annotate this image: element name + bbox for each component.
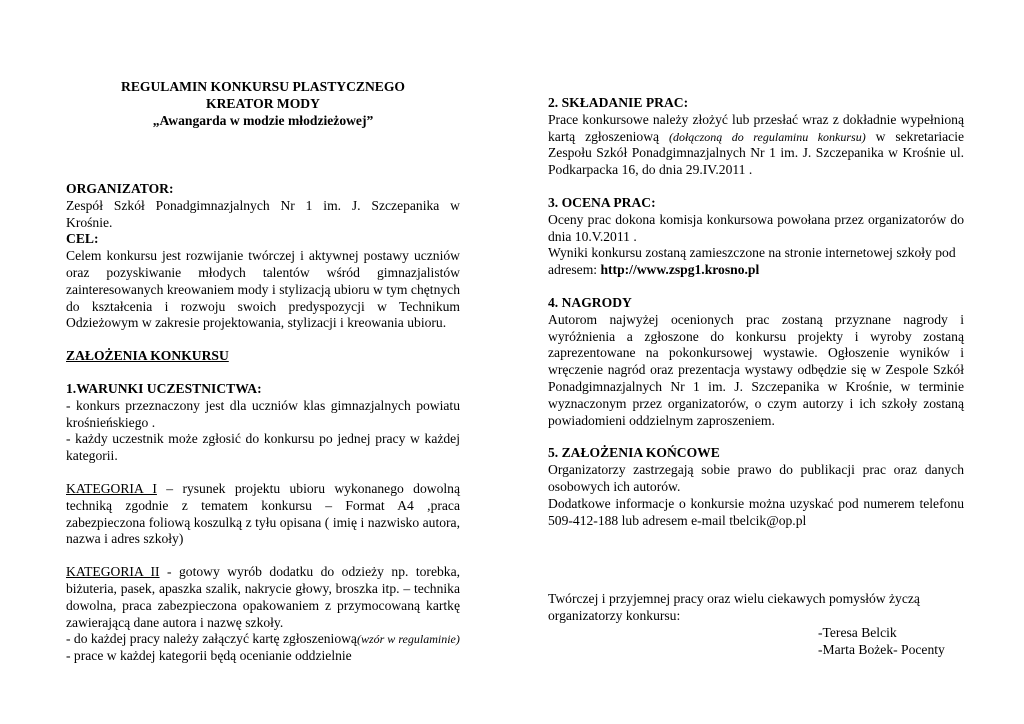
submission-text-b: w sekretariacie Zespołu Szkół Ponadgimnazjalnych Nr 1 im. J. Szczepanika w Krośnie ul. Podkarpacka 16, do dnia 29.IV.2011 .	[548, 128, 965, 178]
attach-form-text: - do każdej pracy należy załączyć kartę zgłoszeniową	[66, 631, 357, 647]
evaluation-text-1: Oceny prac dokona komisja konkursowa powołana przez organizatorów do dnia 10.V.2011 .	[548, 211, 964, 244]
evaluation-text-2: Wyniki konkursu zostaną zamieszczone na stronie internetowej szkoły pod adresem:	[548, 245, 956, 278]
evaluation-section	[548, 195, 964, 279]
closing-section	[548, 591, 964, 658]
awards-section	[548, 295, 964, 429]
final-text-1: Organizatorzy zastrzegają sobie prawo do publikacji prac oraz danych osobowych ich autorów.	[548, 462, 964, 494]
category-1-text: – rysunek projektu ubioru wykonanego dowolną techniką zgodnie z tematem konkursu – Format A4 ,praca zabezpieczona foliową koszulką z tyłu opisana ( imię i nazwisko autora, nazwa i adres szkoły)	[66, 480, 460, 547]
attach-form-note: (wzór w regulaminie)	[356, 632, 460, 647]
right-column	[548, 95, 964, 659]
category-2-section	[66, 564, 460, 665]
category-1-label: KATEGORIA I	[66, 480, 157, 496]
category-2-label: KATEGORIA II	[66, 564, 160, 580]
submission-note: (dołączoną do regulaminu konkursu)	[668, 129, 866, 144]
awards-text: Autorom najwyżej ocenionych prac zostaną przyznane nagrody i wyróżnienia a zgłoszone do konkursu projekty i wyroby zostaną zaprezentowane na pokonkursowej wystawie. Ogłoszenie wyników i wręczenie nagród oraz prezentacja wystawy odbędzie się w Zespole Szkół Ponadgimnazjalnych Nr 1 im. J. Szczepanika w Krośnie, w terminie wyznaczonym przez organizatorów, o czym autorzy i ich szkoły zostaną powiadomieni oddzielnym zaproszeniem.	[548, 311, 964, 428]
separate-evaluation-text: - prace w każdej kategorii będą ocenianie oddzielnie	[66, 648, 352, 664]
goal-text: Celem konkursu jest rozwijanie twórczej i aktywnej postawy uczniów oraz pozyskiwanie młodych talentów wśród gimnazjalistów zainteresowanych kreowaniem mody i stylizacją ubioru w tym chętnych do kształcenia i rozwoju swoich predyspozycji w Technikum Odzieżowym w zakresie projektowania, stylizacji i kreowania ubioru.	[66, 248, 460, 331]
conditions-item-1: - konkurs przeznaczony jest dla uczniów klas gimnazjalnych powiatu krośnieńskiego .	[66, 397, 460, 430]
assumptions-heading: ZAŁOŻENIA KONKURSU	[66, 348, 229, 364]
title-line-1: REGULAMIN KONKURSU PLASTYCZNEGO	[121, 79, 405, 94]
category-1-section	[66, 481, 460, 548]
conditions-heading: 1.WARUNKI UCZESTNICTWA:	[66, 380, 262, 396]
evaluation-heading: 3. OCENA PRAC:	[548, 194, 656, 210]
organizer-text-line-1: Zespół Szkół Ponadgimnazjalnych Nr 1 im. J. Szczepanika w	[66, 197, 460, 213]
organizer-text-line-2: Krośnie.	[66, 214, 113, 230]
submission-text-a: Prace konkursowe należy złożyć lub przesłać wraz z dokładnie wypełnioną kartą zgłoszeniową	[548, 111, 964, 144]
final-section	[548, 445, 964, 529]
conditions-section	[66, 381, 460, 465]
category-2-text: - gotowy wyrób dodatku do odzieży np. torebka, biżuteria, pasek, apaszka szalik, nakrycie głowy, broszka itp. – technika dowolna, praca zabezpieczona opakowaniem z przymocowaną kartkę zawierającą dane autora i nazwę szkoły.	[66, 564, 461, 630]
document-title	[66, 78, 460, 129]
closing-text: Twórczej i przyjemnej pracy oraz wielu ciekawych pomysłów życzą organizatorzy konkursu:	[548, 591, 920, 624]
signature-1: -Teresa Belcik	[818, 624, 897, 640]
title-line-2: KREATOR MODY	[206, 96, 320, 111]
submission-heading: 2. SKŁADANIE PRAC:	[548, 95, 689, 110]
final-text-2: Dodatkowe informacje o konkursie można uzyskać pod numerem telefonu 509-412-188 lub adresem e-mail tbelcik@op.pl	[548, 495, 964, 528]
conditions-item-2: - każdy uczestnik może zgłosić do konkursu po jednej pracy w każdej kategorii.	[66, 431, 460, 464]
goal-heading: CEL:	[66, 231, 99, 247]
organizer-section	[66, 181, 460, 231]
school-url: http://www.zspg1.krosno.pl	[600, 262, 760, 278]
awards-heading: 4. NAGRODY	[548, 294, 632, 310]
submission-section	[548, 95, 964, 179]
organizer-heading: ORGANIZATOR:	[66, 181, 174, 196]
left-column	[66, 78, 460, 665]
goal-section	[66, 231, 460, 332]
signature-2: -Marta Bożek- Pocenty	[818, 641, 945, 657]
final-heading: 5. ZAŁOŻENIA KOŃCOWE	[548, 445, 720, 461]
title-line-3: „Awangarda w modzie młodzieżowej”	[152, 113, 374, 128]
